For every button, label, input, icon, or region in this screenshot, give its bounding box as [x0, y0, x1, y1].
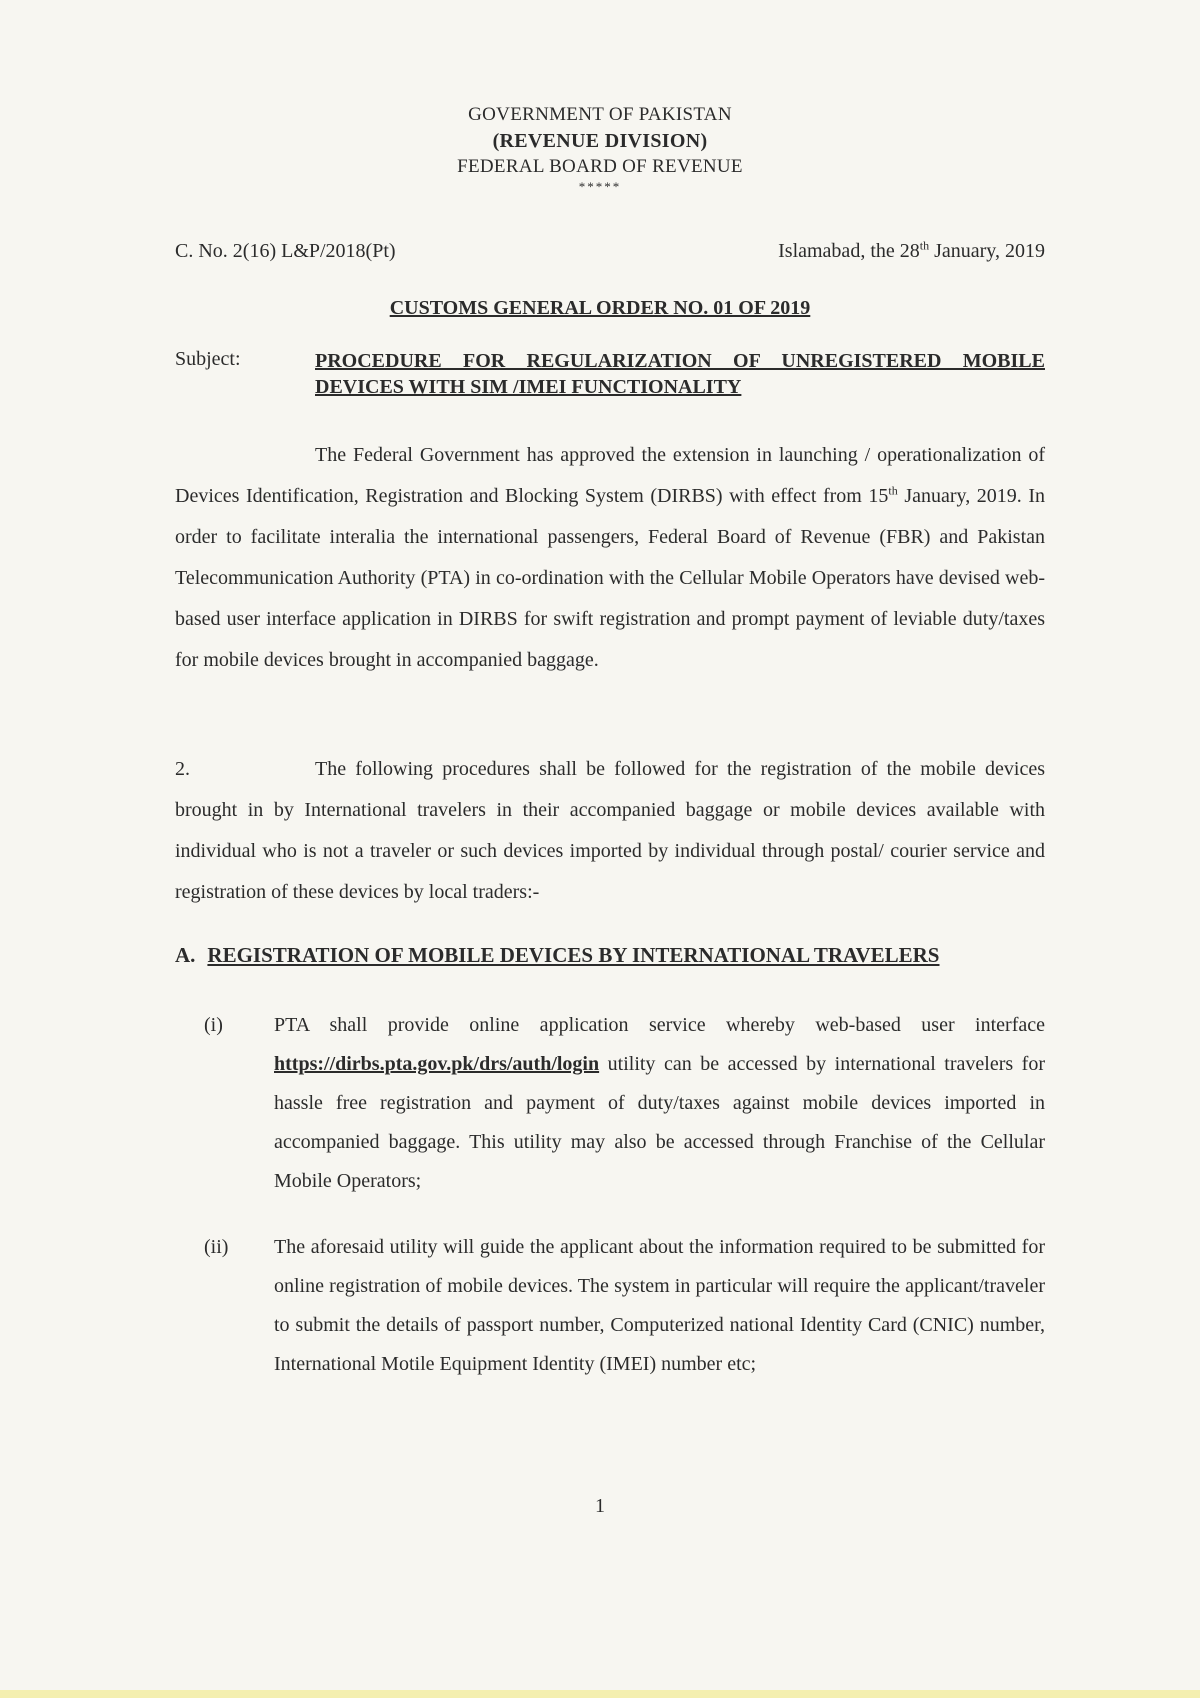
- item-numeral: (ii): [204, 1236, 229, 1258]
- paragraph-2-number: 2.: [175, 758, 190, 780]
- item-numeral: (i): [204, 1014, 223, 1036]
- subject-label: Subject:: [175, 348, 241, 370]
- date-sup: th: [919, 238, 930, 253]
- item-text-before-link: PTA shall provide online application service whereby web-based user interface: [274, 1014, 1045, 1036]
- paragraph-1-part-2: January, 2019. In order to facilitate interalia the international passengers, Federal Board of Revenue (FBR) and Pakistan Telecommunication Authority (PTA) in co-ordination with the Cellular Mobile Operators have devised web-based user interface application in DIRBS for swift registration and prompt payment of leviable duty/taxes for mobile devices brought in accompanied baggage.: [175, 485, 1046, 671]
- page-number: 1: [595, 1495, 605, 1517]
- item-text-after-link: utility can be accessed by international travelers for hassle free registration and payment of duty/taxes against mobile devices imported in accompanied baggage. This utility may also be accessed through Franchise of the Cellular Mobile Operators;: [274, 1053, 1045, 1192]
- paragraph-1: [175, 435, 1045, 681]
- dirbs-login-link[interactable]: https://dirbs.pta.gov.pk/drs/auth/login: [274, 1053, 600, 1075]
- section-title: REGISTRATION OF MOBILE DEVICES BY INTERNATIONAL TRAVELERS: [207, 943, 940, 967]
- stars-divider: *****: [578, 179, 622, 194]
- item-text: [274, 1006, 1045, 1201]
- government-line: GOVERNMENT OF PAKISTAN: [468, 104, 732, 125]
- letterhead: [0, 102, 1200, 194]
- subject-text: PROCEDURE FOR REGULARIZATION OF UNREGISTERED MOBILE DEVICES WITH SIM /IMEI FUNCTIONALITY: [315, 350, 1045, 398]
- paragraph-1-part-1: The Federal Government has approved the extension in launching / operationalization of Devices Identification, Registration and Blocking System (DIRBS) with effect from 15: [175, 444, 1045, 507]
- reference-number: C. No. 2(16) L&P/2018(Pt): [175, 240, 396, 262]
- division-line: (REVENUE DIVISION): [492, 130, 708, 152]
- date-suffix: January, 2019: [929, 240, 1045, 262]
- item-text: The aforesaid utility will guide the applicant about the information required to be submitted for online registration of mobile devices. The system in particular will require the applicant/traveler to submit the details of passport number, Computerized national Identity Card (CNIC) number, International Motile Equipment Identity (IMEI) number etc;: [274, 1236, 1045, 1375]
- order-title: CUSTOMS GENERAL ORDER NO. 01 OF 2019: [389, 297, 811, 319]
- paragraph-1-sup: th: [888, 483, 898, 498]
- section-a-heading: [175, 943, 1045, 968]
- section-letter: A.: [175, 943, 196, 967]
- list-item: [204, 1228, 1045, 1384]
- paragraph-2-text: The following procedures shall be followed for the registration of the mobile devices brought in by International travelers in their accompanied baggage or mobile devices available with individual who is not a traveler or such devices imported by individual through postal/ courier service and registration of these devices by local traders:-: [175, 758, 1045, 903]
- issue-date: [778, 240, 1045, 263]
- date-prefix: Islamabad, the 28: [778, 240, 920, 262]
- board-line: FEDERAL BOARD OF REVENUE: [457, 156, 743, 177]
- scan-edge: [0, 1690, 1200, 1698]
- paragraph-2: [175, 749, 1045, 913]
- list-item: [204, 1006, 1045, 1201]
